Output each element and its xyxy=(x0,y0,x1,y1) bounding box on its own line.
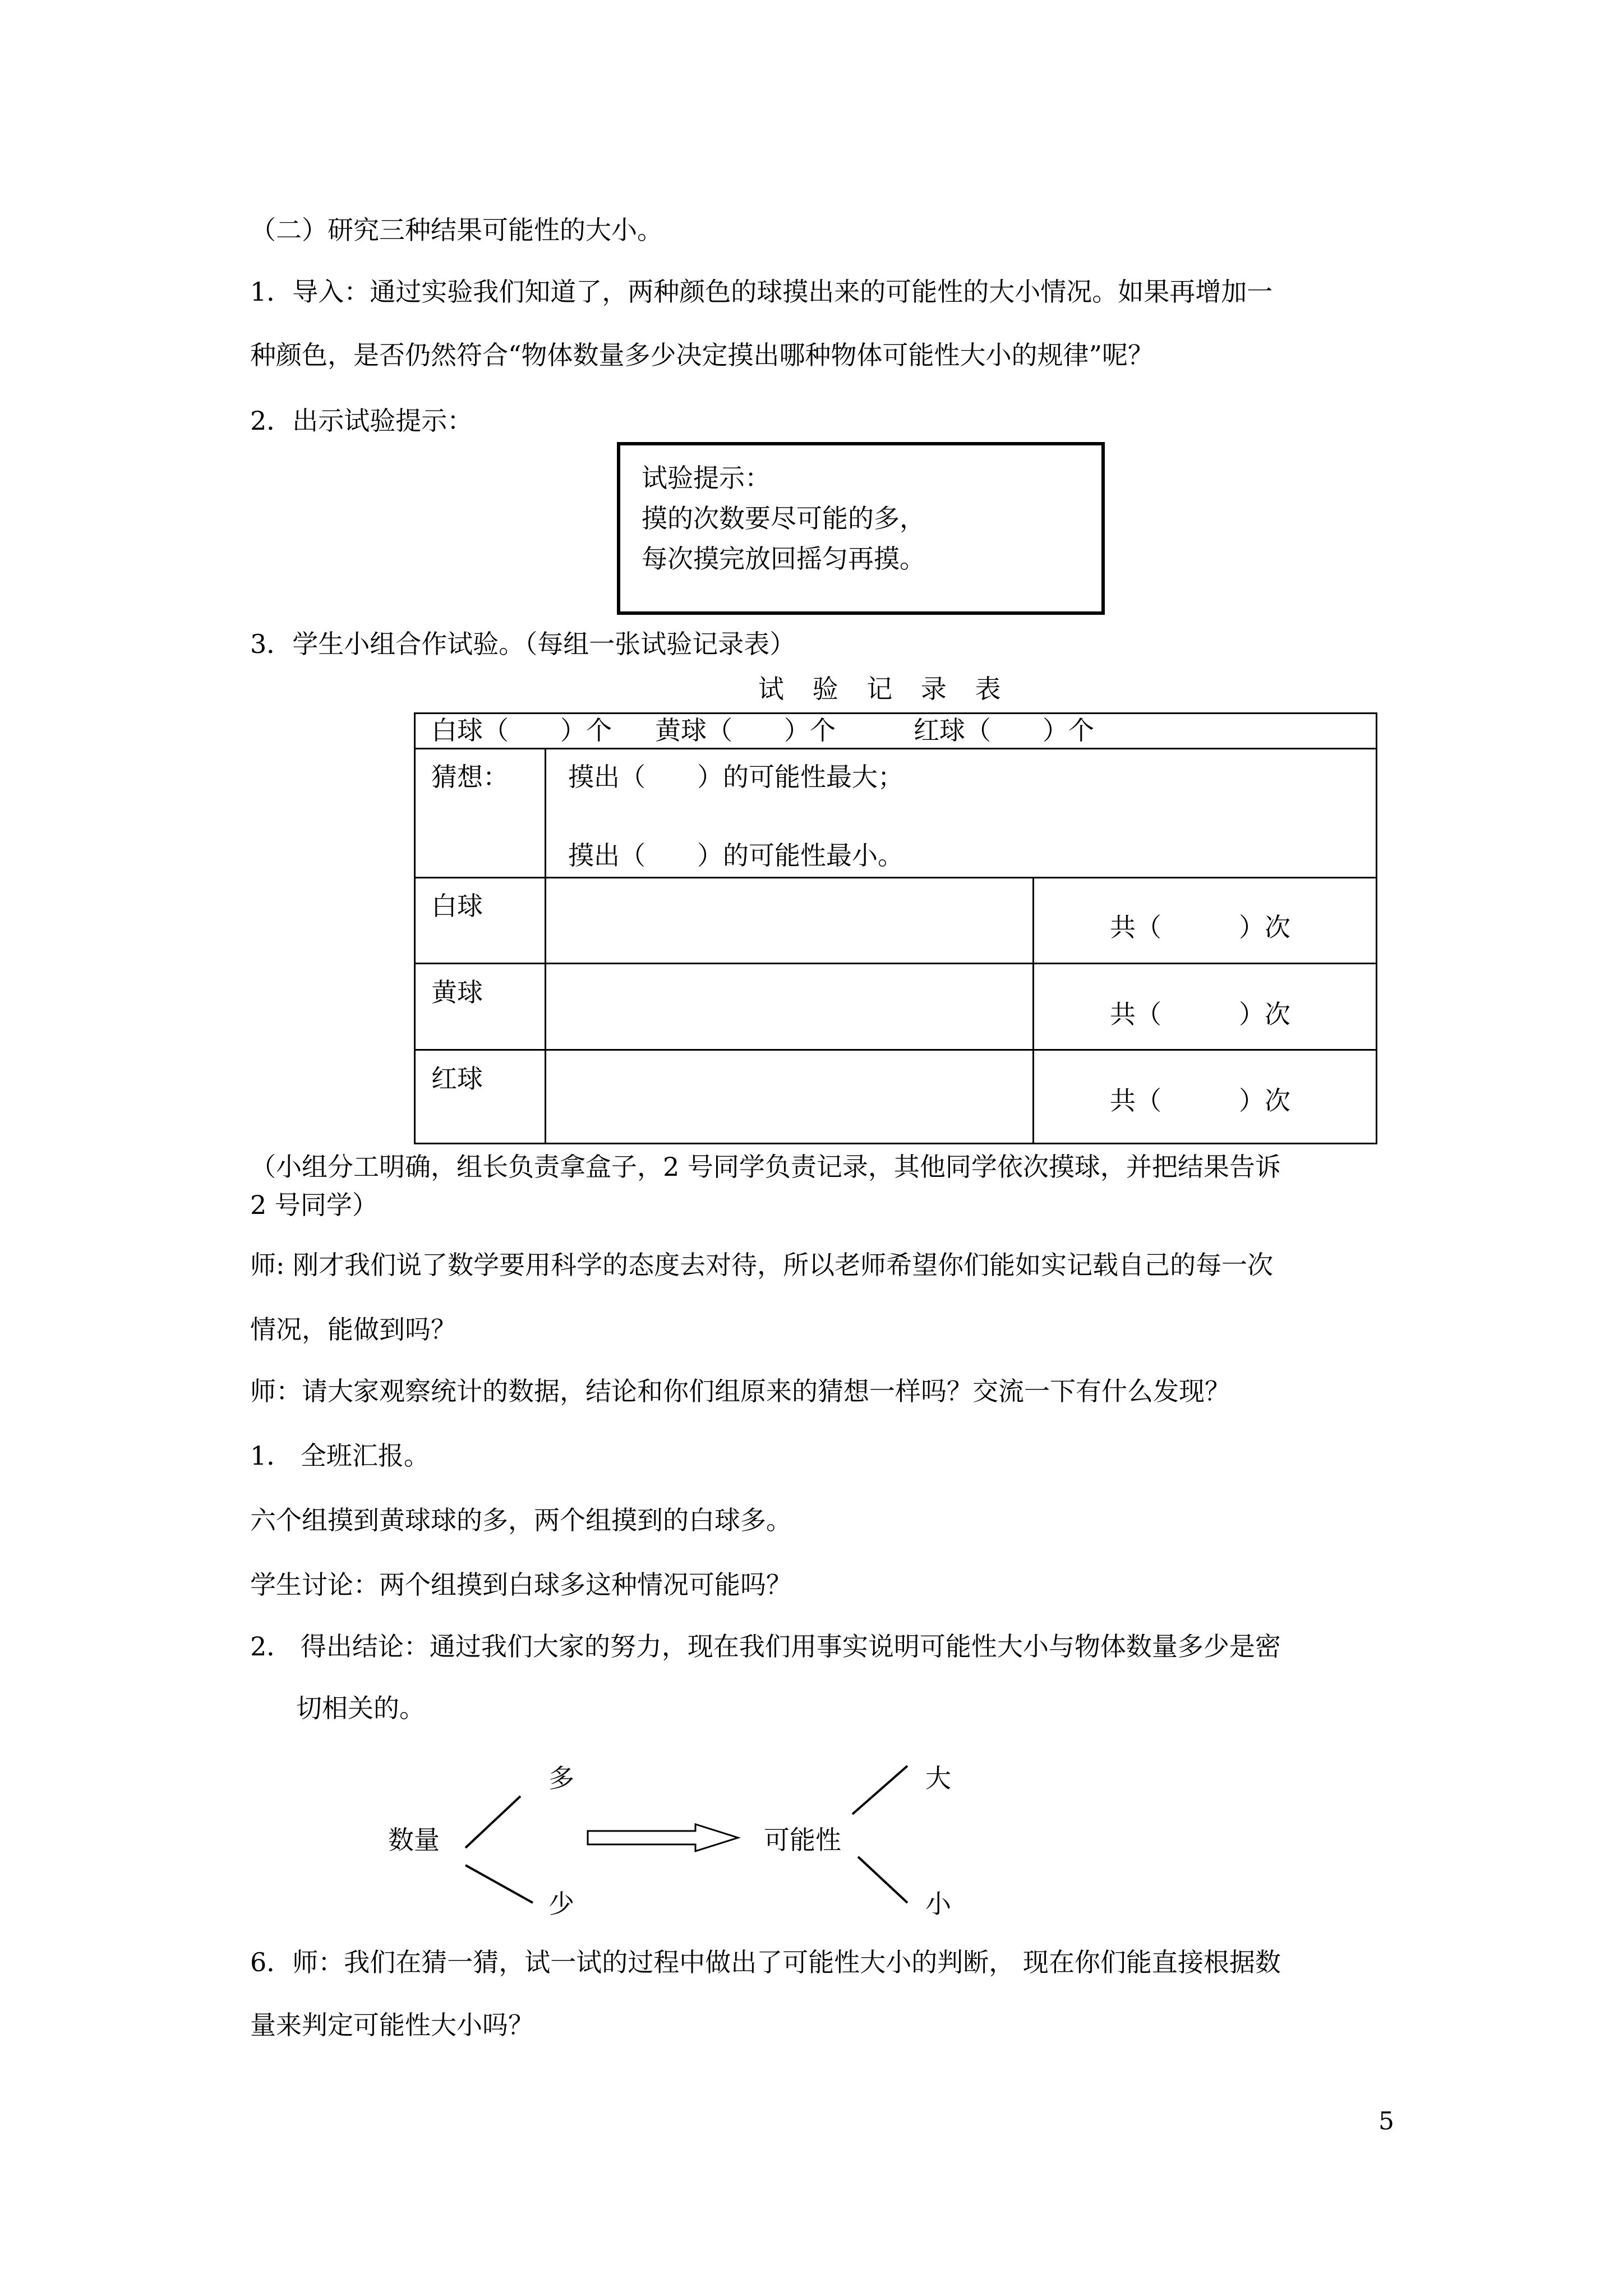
step-6-line-1: 6．师：我们在猜一猜，试一试的过程中做出了可能性大小的判断， 现在你们能直接根据数 xyxy=(250,1947,1281,1977)
note-line-1: （小组分工明确，组长负责拿盒子，2 号同学负责记录，其他同学依次摸球，并把结果告诉 xyxy=(250,1152,1281,1182)
step-6-line-2: 量来判定可能性大小吗？ xyxy=(250,2010,534,2040)
diagram-quantity: 数量 xyxy=(388,1825,440,1855)
group-result: 六个组摸到黄球球的多，两个组摸到的白球多。 xyxy=(250,1505,792,1535)
student-discussion: 学生讨论：两个组摸到白球多这种情况可能吗？ xyxy=(250,1570,792,1600)
row-total-red: 共（ ）次 xyxy=(1110,1085,1290,1116)
teacher-line-1: 师: 刚才我们说了数学要用科学的态度去对待，所以老师希望你们能如实记载自己的每一次 xyxy=(250,1250,1274,1280)
diagram-more: 多 xyxy=(548,1763,574,1793)
diagram-possibility: 可能性 xyxy=(764,1825,841,1855)
row-label-red: 红球 xyxy=(431,1064,483,1094)
record-table-title: 试 验 记 录 表 xyxy=(758,674,1011,704)
guess-max: 摸出（ ）的可能性最大； xyxy=(568,762,903,792)
teacher-question: 师：请大家观察统计的数据，结论和你们组原来的猜想一样吗？交流一下有什么发现？ xyxy=(250,1376,1230,1406)
branch-line-small xyxy=(858,1857,907,1903)
arrow-right-icon xyxy=(588,1824,738,1851)
branch-line-less xyxy=(465,1865,533,1903)
guess-min: 摸出（ ）的可能性最小。 xyxy=(568,840,903,871)
conclusion-line-1: 2． 得出结论：通过我们大家的努力，现在我们用事实说明可能性大小与物体数量多少是密 xyxy=(250,1631,1281,1662)
header-yellow-count: 黄球（ ）个 xyxy=(655,715,836,746)
note-line-2: 2 号同学） xyxy=(250,1190,378,1220)
header-white-count: 白球（ ）个 xyxy=(431,715,612,746)
teacher-line-2: 情况，能做到吗？ xyxy=(250,1314,457,1345)
guess-label: 猜想： xyxy=(431,762,509,792)
class-report: 1． 全班汇报。 xyxy=(250,1441,430,1471)
step-2-text: 2．出示试验提示： xyxy=(250,406,473,436)
section-heading: （二）研究三种结果可能性的大小。 xyxy=(250,215,663,245)
branch-line-big xyxy=(852,1766,907,1814)
diagram-big: 大 xyxy=(925,1763,951,1793)
row-label-yellow: 黄球 xyxy=(431,977,483,1007)
row-total-yellow: 共（ ）次 xyxy=(1110,999,1290,1029)
row-label-white: 白球 xyxy=(431,891,483,921)
header-red-count: 红球（ ）个 xyxy=(914,715,1094,746)
page-number: 5 xyxy=(1378,2107,1394,2136)
step-3-text: 3．学生小组合作试验。（每组一张试验记录表） xyxy=(250,629,796,659)
diagram-small: 小 xyxy=(925,1889,951,1919)
tip-title: 试验提示： xyxy=(642,463,771,493)
tip-line-2: 每次摸完放回摇匀再摸。 xyxy=(642,544,925,574)
intro-line-2: 种颜色，是否仍然符合“物体数量多少决定摸出哪种物体可能性大小的规律”呢？ xyxy=(250,340,1154,370)
diagram-less: 少 xyxy=(548,1889,574,1919)
tip-line-1: 摸的次数要尽可能的多， xyxy=(642,503,925,533)
intro-line-1: 1．导入：通过实验我们知道了，两种颜色的球摸出来的可能性的大小情况。如果再增加一 xyxy=(250,277,1273,307)
branch-line-more xyxy=(465,1796,520,1848)
row-total-white: 共（ ）次 xyxy=(1110,912,1290,942)
conclusion-line-2: 切相关的。 xyxy=(296,1693,425,1723)
